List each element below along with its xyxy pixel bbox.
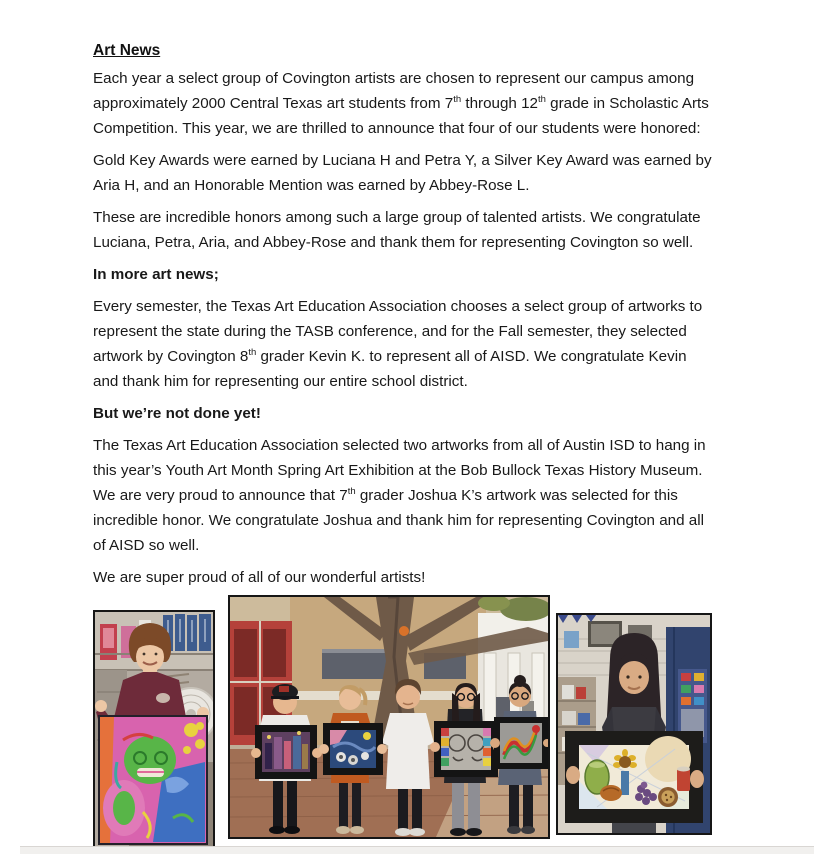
photo-student-still-life [556, 613, 712, 835]
paragraph-awards: Gold Key Awards were earned by Luciana H and Petra Y, a Silver Key Award was earned by Aria H, and an Honorable Mention was earned by Abbey-Rose L. [93, 152, 712, 194]
photo-row [93, 595, 715, 848]
photo-student-psychedelic-drawing [93, 610, 215, 848]
paragraph-youth-art-month: The Texas Art Education Association selected two artworks from all of Austin ISD to hang in this year’s Youth Art Month Spring Art Exhibition at the Bob Bullock Texas History Museum. We are very proud to announce that 7th grader Joshua K’s artwork was selected for this incredible honor. We congratulate Joshua and thank him for representing Covington and all of AISD so well. [93, 437, 706, 554]
photo-1-illustration [95, 612, 213, 846]
paragraph-proud: We are super proud of all of our wonderful artists! [93, 569, 426, 586]
subheading-more-art-news: In more art news; [93, 266, 219, 283]
psychedelic-artwork [99, 716, 207, 844]
page-title: Art News [93, 42, 161, 59]
photo-2-illustration [230, 597, 548, 837]
photo-five-students-courtyard [228, 595, 550, 839]
paragraph-congrats: These are incredible honors among such a large group of talented artists. We congratulate Luciana, Petra, Aria, and Abbey-Rose and thank them for representing Covington so well. [93, 209, 701, 251]
photo-3-illustration [558, 615, 710, 833]
document-page [93, 38, 715, 848]
subheading-not-done-yet: But we’re not done yet! [93, 405, 261, 422]
still-life-artwork [565, 731, 704, 823]
paragraph-intro: Each year a select group of Covington artists are chosen to represent our campus among approximately 2000 Central Texas art students from 7th through 12th grade in Scholastic Arts Competition. This year, we are thrilled to announce that four of our students were honored: [93, 70, 709, 137]
paragraph-taea-fall: Every semester, the Texas Art Education Association chooses a select group of artworks to represent the state during the TASB conference, and for the Fall semester, they selected artwork by Covington 8th grader Kevin K. to represent all of AISD. We congratulate Kevin and thank him for representing our entire school district. [93, 298, 703, 390]
